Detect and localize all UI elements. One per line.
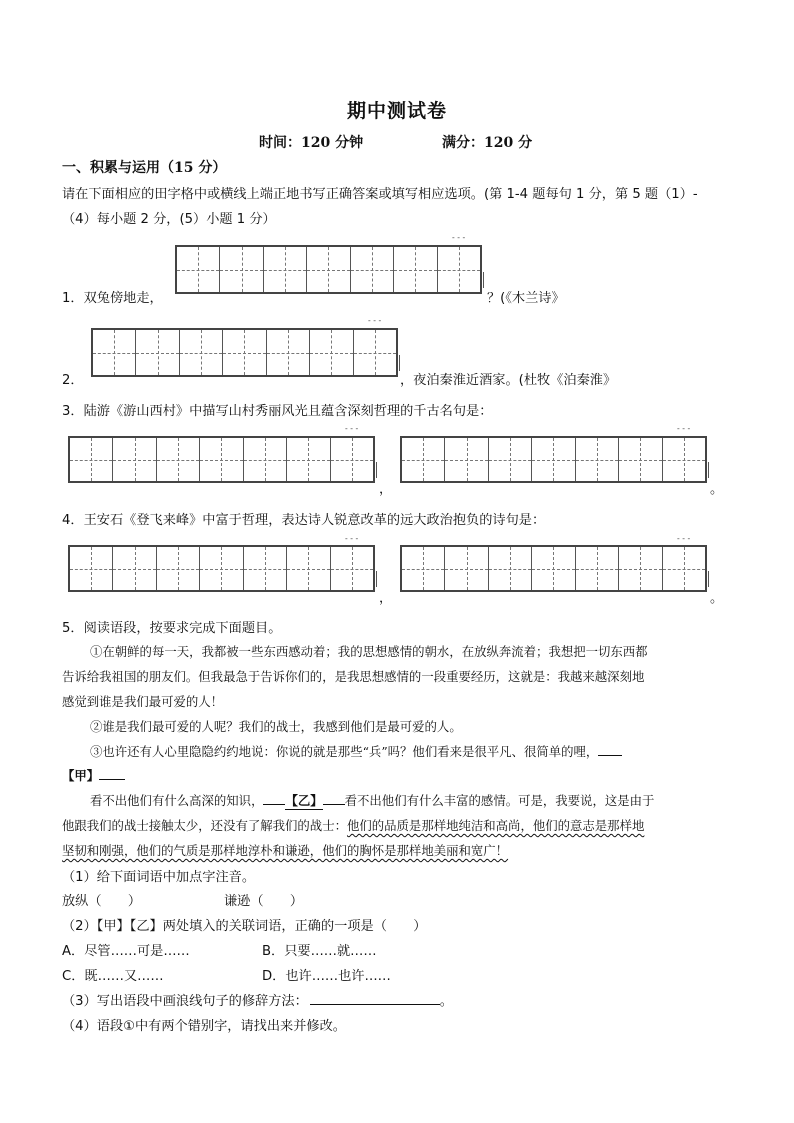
exam-full-score: 满分：120 分 [442, 135, 533, 151]
blank-jia[interactable] [99, 779, 125, 780]
sub-question-3 [62, 990, 453, 1009]
q5-text: 5．阅读语段，按要求完成下面题目。 [62, 621, 282, 636]
option-b[interactable]: B．只要……就…… [262, 944, 377, 959]
sub-question-4: （4）语段①中有两个错别字，请找出来并修改。 [62, 1019, 346, 1034]
sub1-item-a[interactable]: 放纵（ ） [62, 894, 142, 909]
jia-label-line [62, 766, 125, 784]
passage-para4-text-b: 看不出他们有什么丰富的感情。可是，我要说，这是由于 [344, 793, 655, 808]
grid-mark: - - - [677, 424, 691, 433]
q1-suffix: ？(《木兰诗》 [487, 291, 565, 306]
passage-para1-line2: 告诉给我祖国的朋友们。但我最急于告诉你们的，是我思想感情的一段重要经历，这就是：我越来越深刻地 [62, 669, 645, 684]
answer-grid-q4-a[interactable] [68, 545, 375, 592]
option-d[interactable]: D．也许……也许…… [262, 969, 391, 984]
q4-period: 。 [710, 591, 724, 606]
q2-prefix: 2． [62, 373, 84, 388]
answer-grid-q1[interactable] [175, 245, 482, 294]
option-a[interactable]: A．尽管……可是…… [62, 944, 190, 959]
wavy-sentence-part1: 他们的品质是那样地纯洁和高尚，他们的意志是那样地 [346, 818, 645, 833]
answer-grid-q2[interactable] [91, 328, 398, 377]
sub3-text: （3）写出语段中画浪线句子的修辞方法： [62, 994, 308, 1009]
passage-para1-line1: ①在朝鲜的每一天，我都被一些东西感动着；我的思想感情的朝水，在放纵奔流着；我想把一切东西都 [90, 644, 648, 659]
sub3-end: 。 [439, 994, 453, 1009]
answer-grid-q4-b[interactable] [400, 545, 707, 592]
q4-comma: ， [379, 591, 393, 606]
instruction-line-1: 请在下面相应的田字格中或横线上端正地书写正确答案或填写相应选项。(第 1-4 题每句 1 分，第 5 题（1）- [62, 187, 698, 202]
q4-text: 4．王安石《登飞来峰》中富于哲理，表达诗人锐意改革的远大政治抱负的诗句是： [62, 513, 546, 528]
passage-para4-line2 [62, 816, 644, 834]
q1-prefix: 1．双兔傍地走， [62, 291, 163, 306]
passage-para1-line3: 感觉到谁是我们最可爱的人！ [62, 694, 224, 709]
blank-line[interactable] [598, 755, 622, 756]
sub3-answer-line[interactable] [310, 1004, 440, 1005]
passage-para2: ②谁是我们最可爱的人呢？我们的战士，我感到他们是最可爱的人。 [90, 719, 462, 734]
grid-tick [708, 571, 711, 587]
grid-tick [376, 462, 379, 478]
instruction-line-2: （4）每小题 2 分，(5）小题 1 分） [62, 212, 276, 227]
option-c[interactable]: C．既……又…… [62, 969, 164, 984]
q3-period: 。 [710, 482, 724, 497]
sub-question-2: （2）【甲】【乙】两处填入的关联词语，正确的一项是（ ） [62, 919, 427, 934]
page-title: 期中测试卷 [346, 100, 447, 122]
grid-mark: - - - [345, 424, 359, 433]
passage-para3-text: ③也许还有人心里隐隐约约地说：你说的就是那些“兵”吗？他们看来是很平凡、很简单的哩， [90, 744, 599, 759]
answer-grid-q3-b[interactable] [400, 436, 707, 483]
sub-question-1: （1）给下面词语中加点字注音。 [62, 870, 256, 885]
blank-yi-left[interactable] [263, 804, 285, 805]
q3-comma: ， [379, 482, 393, 497]
section-heading: 一、积累与运用（15 分） [62, 160, 227, 176]
passage-para4-plain: 他跟我们的战士接触太少，还没有了解我们的战士： [62, 818, 347, 833]
exam-time: 时间：120 分钟 [259, 135, 364, 151]
yi-label[interactable]: 【乙】 [285, 793, 323, 808]
q3-text: 3．陆游《游山西村》中描写山村秀丽风光且蕴含深刻哲理的千古名句是： [62, 404, 493, 419]
grid-tick [376, 571, 379, 587]
passage-para3-line1 [90, 742, 622, 760]
answer-grid-q3-a[interactable] [68, 436, 375, 483]
wavy-sentence-part2: 坚韧和刚强，他们的气质是那样地淳朴和谦逊，他们的胸怀是那样地美丽和宽广！ [62, 843, 509, 858]
blank-yi-right[interactable] [323, 804, 345, 805]
passage-para4-line3 [62, 841, 508, 859]
q2-suffix: ，夜泊秦淮近酒家。(杜牧《泊秦淮》 [400, 373, 617, 388]
grid-tick [708, 462, 711, 478]
grid-mark: - - - [345, 534, 359, 543]
sub1-item-b[interactable]: 谦逊（ ） [224, 894, 304, 909]
passage-para4-text-a: 看不出他们有什么高深的知识， [90, 793, 264, 808]
grid-mark: - - - [677, 534, 691, 543]
jia-label: 【甲】 [62, 768, 100, 783]
grid-mark: - - - [368, 316, 382, 325]
grid-tick [483, 272, 486, 288]
passage-para4-line1 [90, 791, 654, 810]
grid-mark: - - - [452, 233, 466, 242]
